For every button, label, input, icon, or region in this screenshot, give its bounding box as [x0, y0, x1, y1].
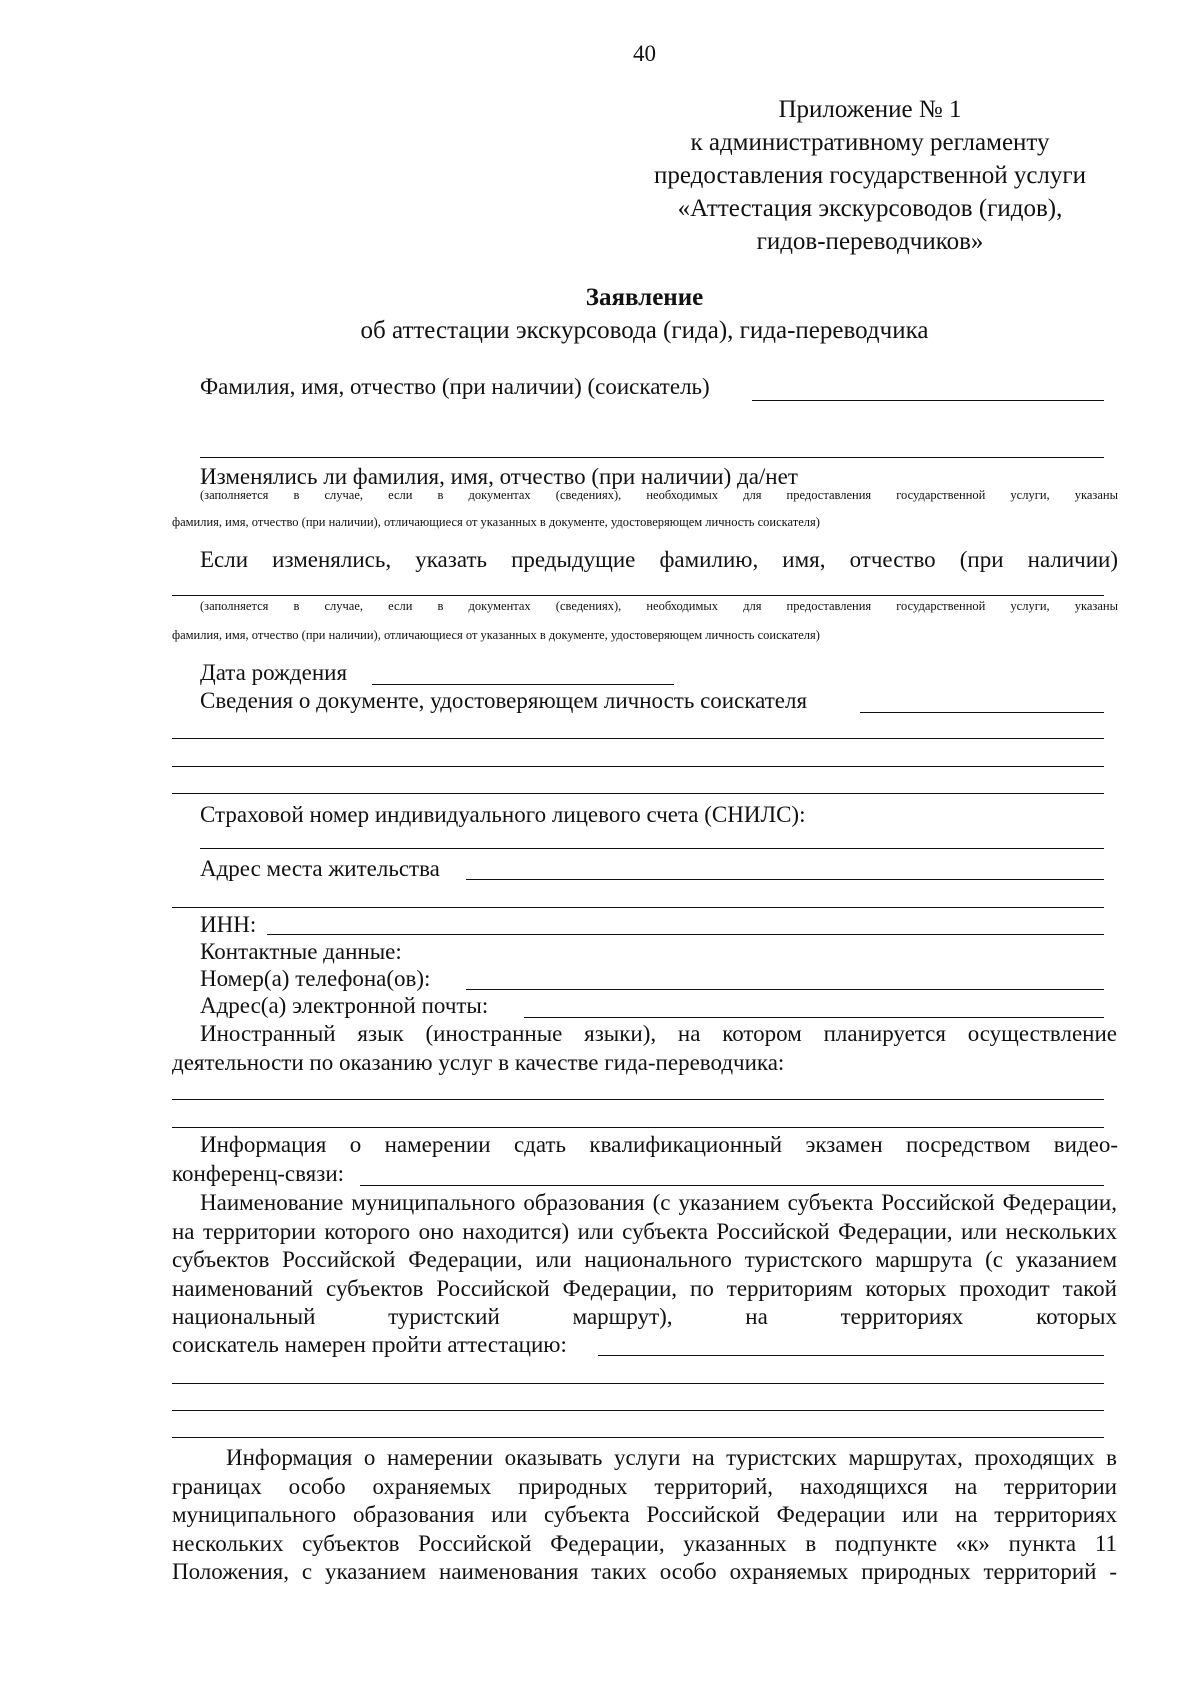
contacts-label: Контактные данные:	[200, 939, 402, 964]
previous-fio-note-line-1: (заполняется в случае, если в документах (сведениях), необходимых для предоставления государственной услуги, указаны	[200, 599, 1118, 613]
id-document-field[interactable]	[860, 712, 1104, 713]
fio-changed-label: Изменялись ли фамилия, имя, отчество (при наличии) да/нет	[200, 464, 798, 489]
language-label: Иностранный язык (иностранные языки), на котором планируется осуществление деятельности по оказанию услуг в качестве гида-переводчика:	[172, 1021, 1117, 1075]
address-label: Адрес места жительства	[200, 856, 440, 881]
birth-date-label: Дата рождения	[200, 660, 348, 685]
video-exam-label-line-1: Информация о намерении сдать квалификационный экзамен посредством видео-	[200, 1132, 1118, 1157]
id-document-field-line-2[interactable]	[172, 738, 1104, 739]
address-field[interactable]	[466, 879, 1104, 880]
municipality-field-line-2[interactable]	[172, 1383, 1104, 1384]
appendix-line-5: гидов-переводчиков»	[756, 228, 984, 255]
municipality-label: Наименование муниципального образования (с указанием субъекта Российской Федерации, на территории которого оно находится) или субъекта Российской Федерации, или нескольких субъектов Российской Федерации, или национального туристского маршрута (с указанием наименований субъектов Российской Федерации, по территориям которых проходит такой национальный туристский маршрут), на территориях которых	[172, 1190, 1117, 1329]
document-title: Заявление	[585, 284, 704, 311]
phones-label: Номер(а) телефона(ов):	[200, 966, 431, 991]
birth-date-field[interactable]	[372, 684, 674, 685]
language-field-line-2[interactable]	[172, 1127, 1104, 1128]
fio-field[interactable]	[752, 400, 1104, 401]
video-exam-field[interactable]	[360, 1185, 1104, 1186]
municipality-field[interactable]	[598, 1355, 1104, 1356]
snils-label: Страховой номер индивидуального лицевого счета (СНИЛС):	[200, 802, 806, 827]
inn-field[interactable]	[267, 934, 1104, 935]
emails-label: Адрес(а) электронной почты:	[200, 993, 489, 1018]
previous-fio-label: Если изменялись, указать предыдущие фамилию, имя, отчество (при наличии)	[200, 547, 1118, 572]
inn-label: ИНН:	[200, 912, 257, 937]
municipality-label-last: соискатель намерен пройти аттестацию:	[172, 1332, 567, 1357]
appendix-line-2: к административному регламенту	[690, 129, 1050, 156]
id-document-label: Сведения о документе, удостоверяющем личность соискателя	[200, 688, 808, 713]
protected-areas-label: Информация о намерении оказывать услуги на туристских маршрутах, проходящих в границах особо охраняемых природных территорий, находящихся на территории муниципального образования или субъекта Российской Федерации или на территориях нескольких субъектов Российской Федерации, указанных в подпункте «к» пункта 11 Положения, с указанием наименования таких особо охраняемых природных территорий -	[172, 1445, 1117, 1584]
id-document-field-line-3[interactable]	[172, 766, 1104, 767]
fio-changed-note-line-1: (заполняется в случае, если в документах (сведениях), необходимых для предоставления государственной услуги, указаны	[200, 488, 1118, 502]
municipality-field-line-3[interactable]	[172, 1410, 1104, 1411]
emails-field[interactable]	[524, 1017, 1104, 1018]
municipality-field-line-4[interactable]	[172, 1437, 1104, 1438]
language-field[interactable]	[172, 1099, 1104, 1100]
id-document-field-line-4[interactable]	[172, 793, 1104, 794]
fio-field-continued[interactable]	[200, 457, 1104, 458]
page-number: 40	[633, 41, 656, 66]
appendix-line-3: предоставления государственной услуги	[653, 162, 1087, 189]
appendix-line-1: Приложение № 1	[778, 96, 962, 123]
document-subtitle: об аттестации экскурсовода (гида), гида-переводчика	[360, 317, 929, 344]
appendix-line-4: «Аттестация экскурсоводов (гидов),	[677, 195, 1063, 222]
video-exam-label-line-2: конференц-связи:	[172, 1161, 345, 1186]
fio-label: Фамилия, имя, отчество (при наличии) (соискатель)	[200, 374, 710, 399]
previous-fio-note-line-2: фамилия, имя, отчество (при наличии), отличающиеся от указанных в документе, удостоверяющем личность соискателя)	[172, 628, 820, 642]
previous-fio-field[interactable]	[172, 595, 1104, 596]
snils-field[interactable]	[200, 848, 1104, 849]
fio-changed-note-line-2: фамилия, имя, отчество (при наличии), отличающиеся от указанных в документе, удостоверяющем личность соискателя)	[172, 515, 820, 529]
phones-field[interactable]	[466, 989, 1104, 990]
address-field-line-2[interactable]	[172, 907, 1104, 908]
